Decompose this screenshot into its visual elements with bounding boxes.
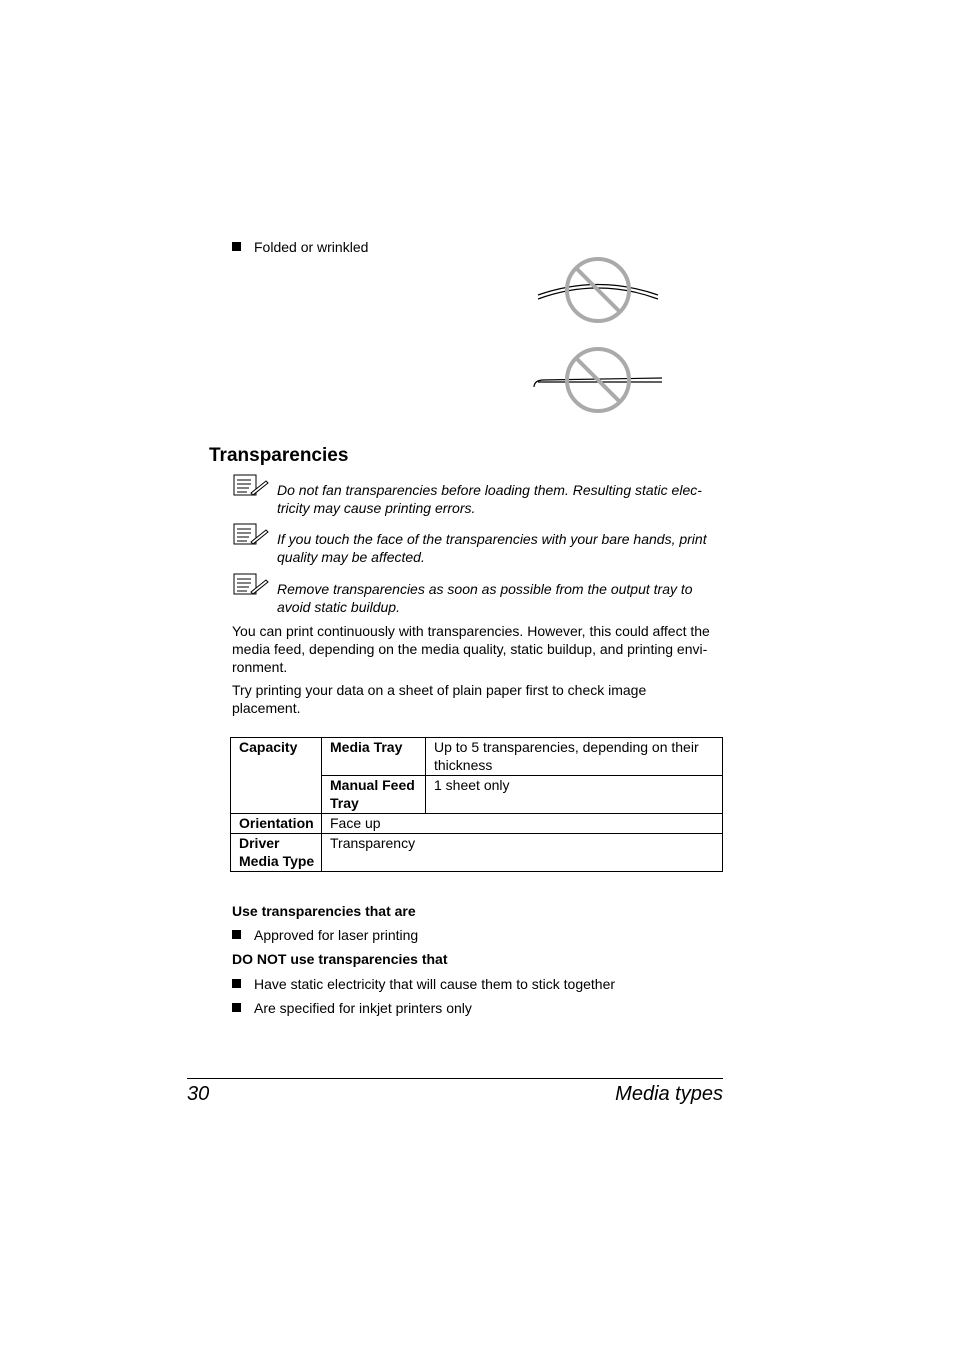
paragraph-line: ronment. xyxy=(232,659,288,675)
use-heading: Use transparencies that are xyxy=(232,903,416,919)
paragraph-line: Try printing your data on a sheet of plain paper first to check image xyxy=(232,682,647,698)
note-3 xyxy=(277,580,722,616)
table-header-cell xyxy=(322,776,426,814)
note-line: If you touch the face of the transparencies with your bare hands, print xyxy=(277,531,707,547)
note-icon xyxy=(233,573,269,597)
bullet-square-icon xyxy=(232,1003,241,1012)
paragraph-line: media feed, depending on the media quality, static buildup, and printing envi- xyxy=(232,641,708,657)
bullet-square-icon xyxy=(232,979,241,988)
cell-line: Media Type xyxy=(239,853,315,869)
note-line: quality may be affected. xyxy=(277,549,425,565)
bullet-square-icon xyxy=(232,930,241,939)
body-paragraph-1 xyxy=(232,622,722,676)
table-header-cell: Orientation xyxy=(231,814,322,834)
donot-heading: DO NOT use transparencies that xyxy=(232,951,448,967)
paragraph-line: placement. xyxy=(232,700,301,716)
table-header-cell: Capacity xyxy=(231,738,322,814)
note-line: tricity may cause printing errors. xyxy=(277,500,476,516)
prohibited-paper-illustration xyxy=(528,252,668,420)
chapter-title: Media types xyxy=(615,1083,723,1105)
cell-line: Manual Feed xyxy=(330,777,415,793)
body-paragraph-2 xyxy=(232,681,722,717)
transparency-spec-table xyxy=(230,737,723,872)
cell-line: Driver xyxy=(239,835,280,851)
bullet-square-icon xyxy=(232,242,241,251)
table-header-cell: Media Tray xyxy=(322,738,426,776)
bullet-text: Folded or wrinkled xyxy=(254,239,369,255)
section-title: Transparencies xyxy=(209,445,349,466)
list-item-text: Are specified for inkjet printers only xyxy=(254,1000,472,1016)
note-icon xyxy=(233,474,269,498)
note-1 xyxy=(277,481,722,517)
note-icon xyxy=(233,523,269,547)
note-line: avoid static buildup. xyxy=(277,599,400,615)
table-cell: 1 sheet only xyxy=(426,776,723,814)
table-row xyxy=(231,834,723,872)
note-2 xyxy=(277,530,722,566)
cell-line: Tray xyxy=(330,795,359,811)
list-item-text: Have static electricity that will cause them to stick together xyxy=(254,976,616,992)
page-number: 30 xyxy=(187,1083,210,1105)
table-row xyxy=(231,738,723,776)
note-line: Remove transparencies as soon as possible from the output tray to xyxy=(277,581,693,597)
list-item-text: Approved for laser printing xyxy=(254,927,419,943)
table-header-cell xyxy=(231,834,322,872)
table-cell xyxy=(426,738,723,776)
cell-line: Up to 5 transparencies, depending on their xyxy=(434,739,699,755)
table-cell: Transparency xyxy=(322,834,723,872)
paragraph-line: You can print continuously with transparencies. However, this could affect the xyxy=(232,623,710,639)
note-line: Do not fan transparencies before loading them. Resulting static elec- xyxy=(277,482,702,498)
cell-line: thickness xyxy=(434,757,493,773)
table-row xyxy=(231,814,723,834)
table-cell: Face up xyxy=(322,814,723,834)
footer-rule xyxy=(187,1078,723,1079)
